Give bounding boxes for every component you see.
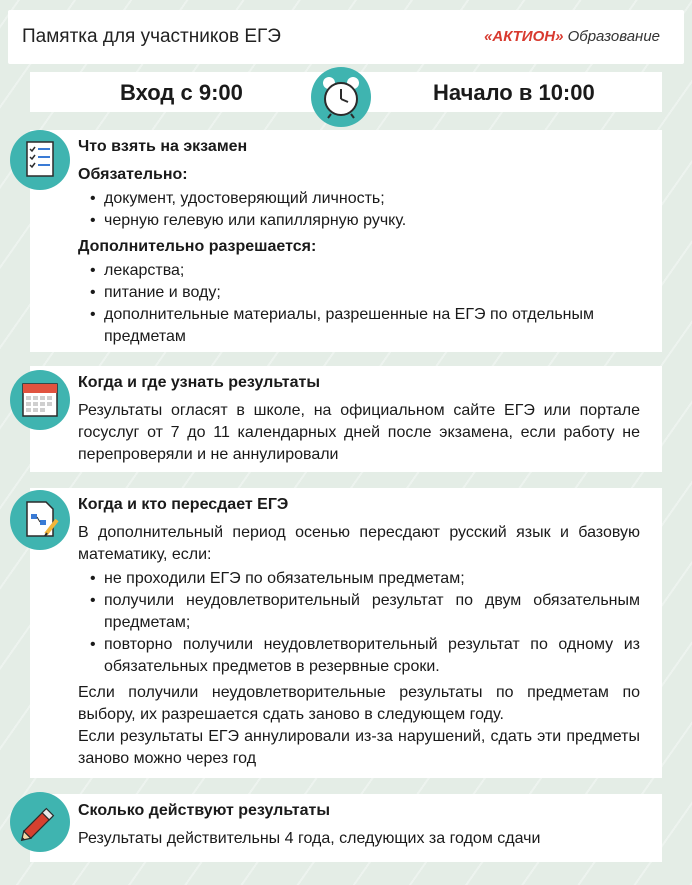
- section-title: Что взять на экзамен: [78, 138, 248, 155]
- brand-subtitle: Образование: [567, 28, 660, 45]
- section-text: Результаты огласят в школе, на официальном сайте ЕГЭ или портале госуслуг от 7 до 11 календарных дней после экзамена, если работу не перепроверяли и не аннулировали: [78, 402, 640, 463]
- allowed-list: [78, 260, 640, 348]
- document-pencil-icon: [10, 490, 70, 550]
- list-item: • повторно получили неудовлетворительный результат по одному из обязательных предметов в резервные сроки.: [104, 634, 640, 678]
- section-title: Когда и где узнать результаты: [78, 374, 320, 391]
- page-title: Памятка для участников ЕГЭ: [22, 26, 281, 47]
- list-item: • питание и воду;: [104, 282, 640, 304]
- pencil-icon: [10, 792, 70, 852]
- list-item: • черную гелевую или капиллярную ручку.: [104, 210, 640, 232]
- section-title: Когда и кто пересдает ЕГЭ: [78, 496, 289, 513]
- section-results-when-where: [30, 366, 662, 472]
- retake-conditions-list: [78, 568, 640, 678]
- section-paragraph: Если результаты ЕГЭ аннулировали из-за нарушений, сдать эти предметы заново можно через год: [78, 728, 640, 767]
- allowed-label: Дополнительно разрешается:: [78, 238, 317, 255]
- list-item: • документ, удостоверяющий личность;: [104, 188, 640, 210]
- calendar-icon: [10, 370, 70, 430]
- header-bar: [8, 10, 684, 64]
- section-title: Сколько действуют результаты: [78, 802, 330, 819]
- alarm-clock-icon: [311, 67, 371, 127]
- section-text: Результаты действительны 4 года, следующих за годом сдачи: [78, 830, 541, 847]
- list-item: • получили неудовлетворительный результат по двум обязательным предметам;: [104, 590, 640, 634]
- section-results-validity: [30, 794, 662, 862]
- section-paragraph: Если получили неудовлетворительные результаты по предметам по выбору, их разрешается сдать заново в следующем году.: [78, 684, 640, 723]
- start-time: Начало в 10:00: [433, 80, 595, 105]
- section-retake: [30, 488, 662, 778]
- list-item: • лекарства;: [104, 260, 640, 282]
- list-item: • не проходили ЕГЭ по обязательным предметам;: [104, 568, 640, 590]
- brand-logo: [484, 28, 660, 45]
- list-item: • дополнительные материалы, разрешенные на ЕГЭ по отдельным предметам: [104, 304, 640, 348]
- checklist-icon: [10, 130, 70, 190]
- brand-mark: «АКТИОН»: [484, 28, 564, 45]
- entry-time: Вход с 9:00: [120, 80, 243, 105]
- section-intro: В дополнительный период осенью пересдают русский язык и базовую математику, если:: [78, 524, 640, 563]
- section-what-to-bring: [30, 130, 662, 352]
- required-list: [78, 188, 640, 232]
- required-label: Обязательно:: [78, 166, 188, 183]
